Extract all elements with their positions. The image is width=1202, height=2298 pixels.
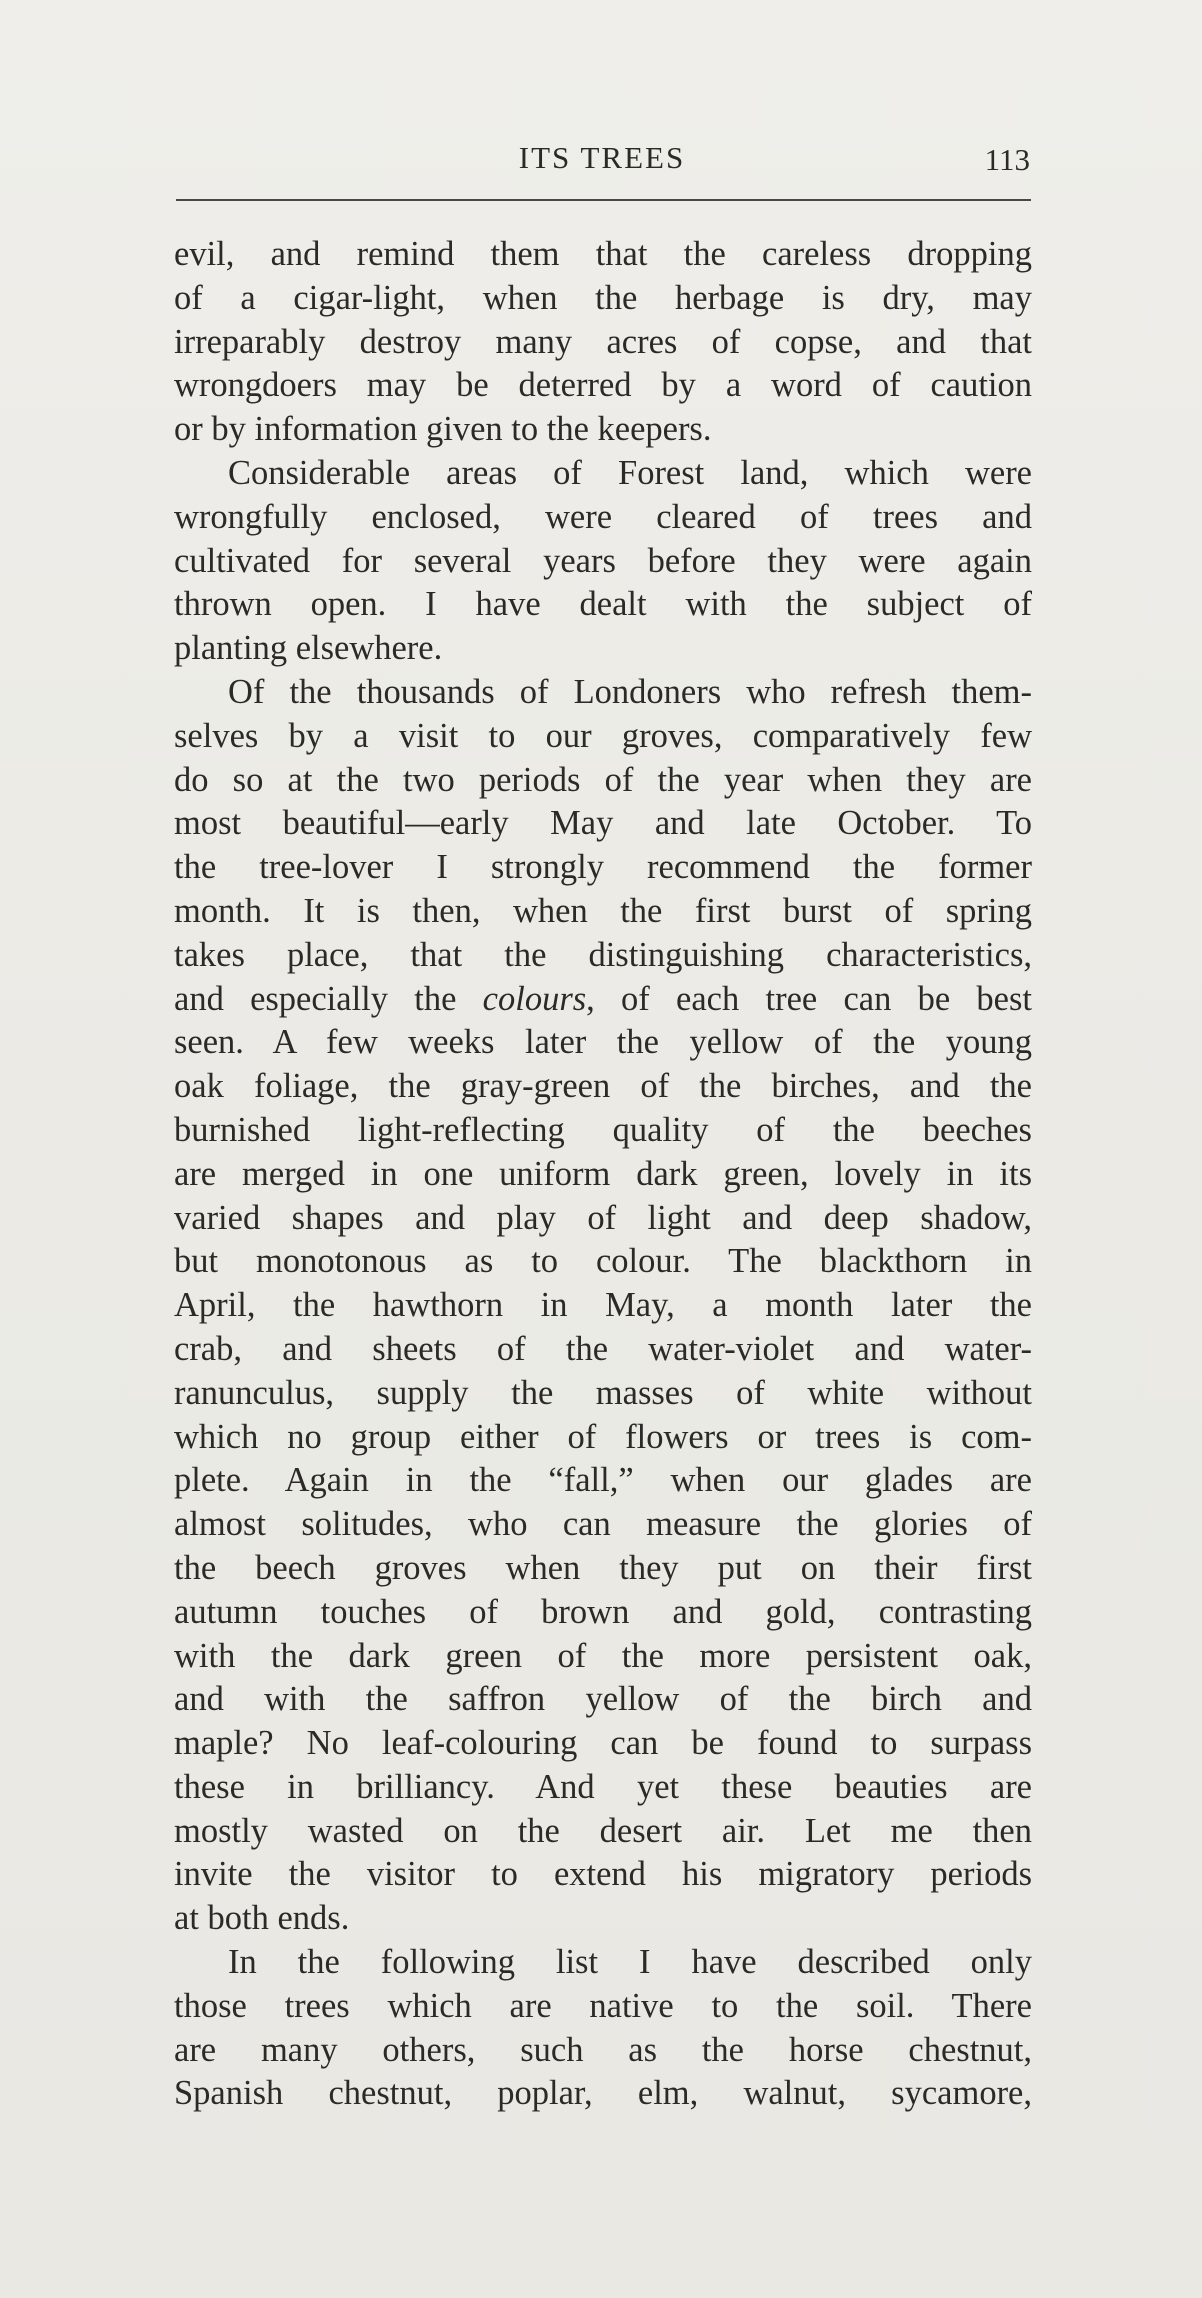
text-line: autumn touches of brown and gold, contrasting [174, 1592, 1032, 1631]
text-line: seen. A few weeks later the yellow of the young [174, 1023, 1032, 1062]
text-line: mostly wasted on the desert air. Let me then [174, 1811, 1032, 1850]
header-rule [176, 199, 1031, 201]
text-line: irreparably destroy many acres of copse, and that [174, 322, 1032, 361]
text-line: most beautiful—early May and late October. To [174, 804, 1032, 843]
text-line: In the following list I have described only [228, 1943, 1032, 1982]
body-text [174, 233, 1032, 2116]
text-line: thrown open. I have dealt with the subject of [174, 585, 1032, 624]
text-line: at both ends. [174, 1899, 350, 1938]
text-line: Spanish chestnut, poplar, elm, walnut, sycamore, [174, 2074, 1032, 2113]
text-line: Considerable areas of Forest land, which were [228, 453, 1032, 492]
text-line: oak foliage, the gray-green of the birches, and the [174, 1067, 1032, 1106]
text-line: but monotonous as to colour. The blackthorn in [174, 1242, 1032, 1281]
text-line: those trees which are native to the soil. There [174, 1986, 1032, 2025]
text-line: the tree-lover I strongly recommend the former [174, 848, 1032, 887]
text-line: the beech groves when they put on their first [174, 1548, 1032, 1587]
text-run: and especially the [174, 979, 483, 1018]
text-line: planting elsewhere. [174, 629, 443, 668]
text-line: wrongdoers may be deterred by a word of caution [174, 366, 1032, 405]
text-line: Of the thousands of Londoners who refresh them- [228, 672, 1032, 711]
text-line: selves by a visit to our groves, comparatively few [174, 716, 1032, 755]
text-line: or by information given to the keepers. [174, 410, 712, 449]
text-line: are many others, such as the horse chestnut, [174, 2030, 1032, 2069]
text-line: cultivated for several years before they were again [174, 541, 1032, 580]
text-line: April, the hawthorn in May, a month later the [174, 1286, 1032, 1325]
text-line: which no group either of flowers or trees is com- [174, 1417, 1032, 1456]
text-line: month. It is then, when the first burst of spring [174, 891, 1032, 930]
text-line: and with the saffron yellow of the birch and [174, 1680, 1032, 1719]
text-line: invite the visitor to extend his migratory periods [174, 1855, 1032, 1894]
text-line: burnished light-reflecting quality of the beeches [174, 1110, 1032, 1149]
text-line: plete. Again in the “fall,” when our glades are [174, 1461, 1032, 1500]
running-title: ITS TREES [518, 140, 686, 175]
italic-word: colours [482, 979, 587, 1018]
text-line: takes place, that the distinguishing characteristics, [174, 935, 1032, 974]
text-line: crab, and sheets of the water-violet and water- [174, 1329, 1032, 1368]
text-run: , of each tree can be best [586, 979, 1032, 1018]
text-line-with-italic [174, 978, 1032, 1022]
text-line: ranunculus, supply the masses of white without [174, 1373, 1032, 1412]
text-line: wrongfully enclosed, were cleared of trees and [174, 497, 1032, 536]
page-number: 113 [984, 142, 1030, 177]
text-line: almost solitudes, who can measure the glories of [174, 1505, 1032, 1544]
text-line: varied shapes and play of light and deep shadow, [174, 1198, 1032, 1237]
text-line: with the dark green of the more persistent oak, [174, 1636, 1032, 1675]
text-line: these in brilliancy. And yet these beauties are [174, 1767, 1032, 1806]
text-line: evil, and remind them that the careless dropping [174, 235, 1032, 273]
text-line: are merged in one uniform dark green, lovely in its [174, 1154, 1032, 1193]
running-head [174, 132, 1030, 178]
text-line: maple? No leaf-colouring can be found to surpass [174, 1724, 1032, 1763]
text-line: do so at the two periods of the year when they are [174, 760, 1032, 799]
text-line: of a cigar-light, when the herbage is dry, may [174, 278, 1032, 317]
